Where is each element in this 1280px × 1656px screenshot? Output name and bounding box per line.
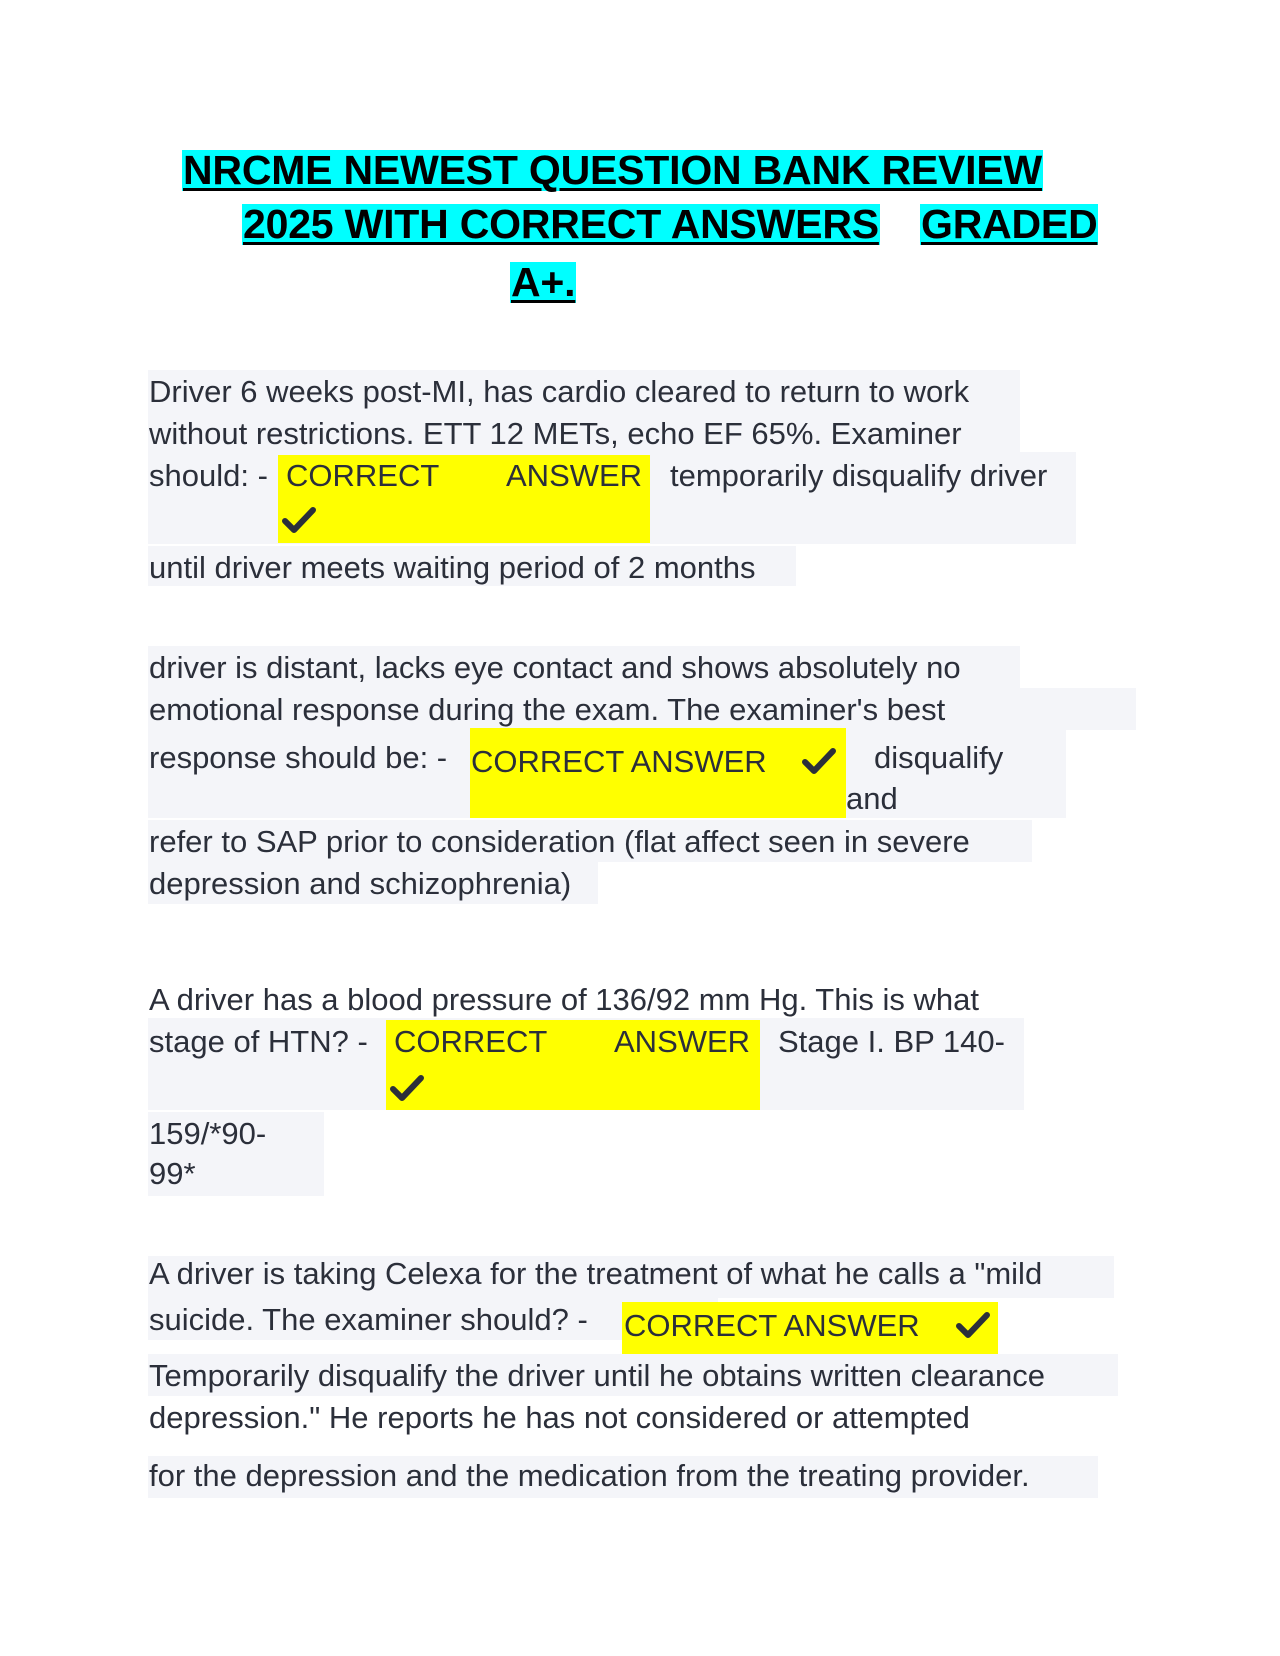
question-3-line-1: A driver has a blood pressure of 136/92 mm Hg. This is what bbox=[149, 982, 979, 1017]
question-4-line-5: for the depression and the medication from the treating provider. bbox=[149, 1458, 1030, 1493]
correct-answer-label: CORRECT ANSWER bbox=[471, 744, 767, 779]
question-3-answer: Stage I. BP 140- bbox=[778, 1024, 1005, 1059]
question-1-line-1: Driver 6 weeks post-MI, has cardio cleared to return to work bbox=[149, 374, 970, 409]
correct-answer-label-b: ANSWER bbox=[614, 1024, 751, 1059]
correct-answer-label-a: CORRECT bbox=[394, 1024, 548, 1059]
question-4-line-4: depression." He reports he has not considered or attempted bbox=[149, 1400, 970, 1435]
question-2-line-4: refer to SAP prior to consideration (flat affect seen in severe bbox=[149, 824, 970, 859]
check-icon bbox=[282, 505, 316, 535]
correct-answer-label: CORRECT ANSWER bbox=[624, 1308, 920, 1343]
title-line-2a: 2025 WITH CORRECT ANSWERS bbox=[243, 201, 879, 247]
question-2-and: and bbox=[846, 781, 898, 816]
question-1-line-4: until driver meets waiting period of 2 months bbox=[149, 550, 756, 585]
correct-answer-label-b: ANSWER bbox=[506, 458, 643, 493]
check-icon bbox=[390, 1073, 424, 1103]
question-4-prefix: suicide. The examiner should? - bbox=[149, 1302, 588, 1337]
check-icon bbox=[802, 746, 836, 776]
question-2-prefix: response should be: - bbox=[149, 740, 448, 775]
question-3-prefix: stage of HTN? - bbox=[149, 1024, 368, 1059]
question-1-answer: temporarily disqualify driver bbox=[670, 458, 1048, 493]
title-line-1: NRCME NEWEST QUESTION BANK REVIEW bbox=[183, 147, 1042, 193]
question-1-line-2: without restrictions. ETT 12 METs, echo EF 65%. Examiner bbox=[149, 416, 962, 451]
title-line-2b: GRADED bbox=[921, 201, 1098, 247]
question-1-prefix: should: - bbox=[149, 458, 268, 493]
check-icon bbox=[956, 1310, 990, 1340]
question-2-line-5: depression and schizophrenia) bbox=[149, 866, 572, 901]
correct-answer-label-a: CORRECT bbox=[286, 458, 440, 493]
question-2-line-2: emotional response during the exam. The examiner's best bbox=[149, 692, 946, 727]
question-4-line-1: A driver is taking Celexa for the treatment of what he calls a "mild bbox=[149, 1256, 1043, 1291]
question-3-line-3: 159/*90- bbox=[149, 1116, 267, 1151]
title-line-3: A+. bbox=[511, 259, 576, 305]
question-2-line-1: driver is distant, lacks eye contact and shows absolutely no bbox=[149, 650, 961, 685]
question-4-line-3: Temporarily disqualify the driver until he obtains written clearance bbox=[149, 1358, 1045, 1393]
question-2-answer: disqualify bbox=[874, 740, 1004, 775]
question-3-line-4: 99* bbox=[149, 1156, 196, 1191]
